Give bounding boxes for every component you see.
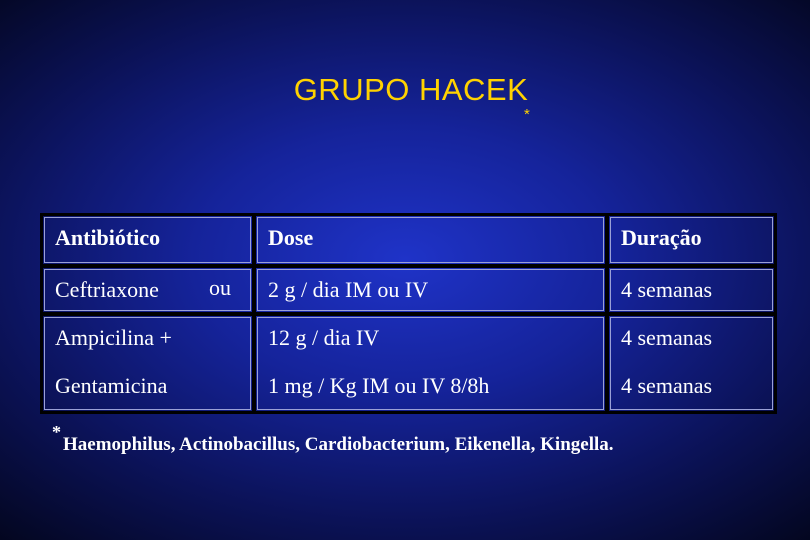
cell-dose-row1: 2 g / dia IM ou IV xyxy=(254,266,607,314)
cell-dose-row2 xyxy=(254,314,607,413)
cell-antibiotic-row2 xyxy=(41,314,254,413)
antibiotic-name: Ampicilina + xyxy=(55,325,172,350)
cell-duration-row1: 4 semanas xyxy=(607,266,776,314)
duration-text: 4 semanas xyxy=(621,373,713,398)
dose-text: 12 g / dia IV xyxy=(268,325,380,350)
antibiotic-name: Gentamicina xyxy=(55,373,168,398)
cell-duration-row2 xyxy=(607,314,776,413)
footnote-text: Haemophilus, Actinobacillus, Cardiobacterium, Eikenella, Kingella. xyxy=(63,434,614,455)
header-dose: Dose xyxy=(254,214,607,266)
dose-text: 1 mg / Kg IM ou IV 8/8h xyxy=(268,373,490,398)
footnote-asterisk: * xyxy=(52,422,61,442)
antibiotic-table xyxy=(40,213,777,414)
cell-antibiotic-row1 xyxy=(41,266,254,314)
duration-text: 4 semanas xyxy=(621,325,713,350)
slide-title: GRUPO HACEK xyxy=(293,72,529,107)
header-duration: Duração xyxy=(607,214,776,266)
antibiotic-name: Ceftriaxone xyxy=(55,277,159,302)
header-antibiotic: Antibiótico xyxy=(41,214,254,266)
connector-text: ou xyxy=(209,275,231,300)
footnote xyxy=(52,422,614,456)
title-asterisk: * xyxy=(524,106,530,123)
